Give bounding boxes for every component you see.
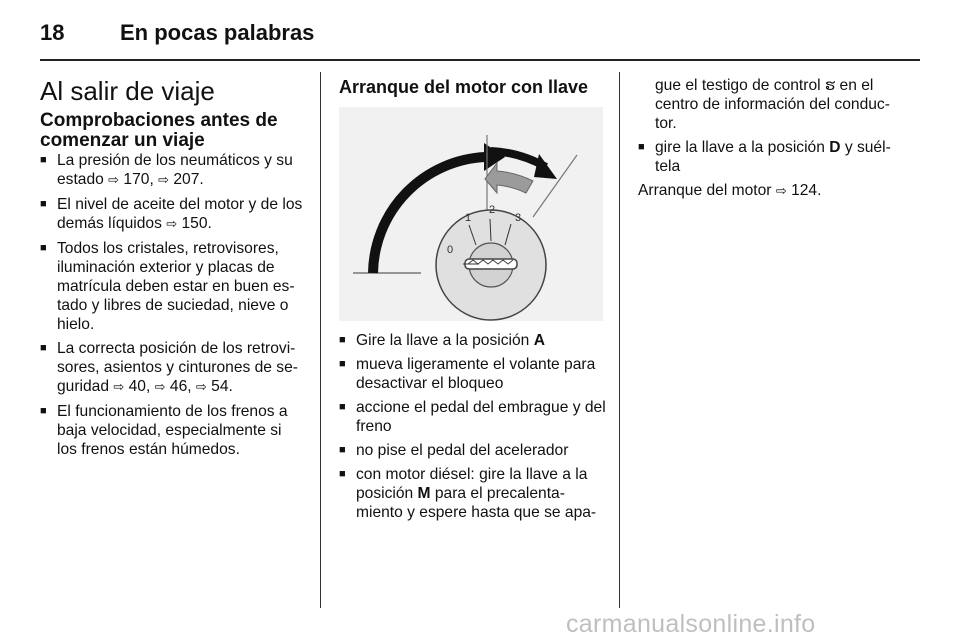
page-ref[interactable]: 150 xyxy=(181,215,208,232)
page-ref[interactable]: 40 xyxy=(128,378,146,395)
page-ref[interactable]: 170 xyxy=(123,171,150,188)
ignition-figure xyxy=(339,107,603,321)
reference-line xyxy=(638,181,900,201)
check-text: El nivel de aceite del motor y de los demás líquidos xyxy=(57,196,303,232)
page-ref-arrow-icon: ⇨ xyxy=(113,380,125,395)
final-steps-list xyxy=(638,138,900,176)
steps-list xyxy=(339,331,607,522)
check-text: La presión de los neumáticos y su estado xyxy=(57,152,293,188)
step-position: A xyxy=(533,332,545,349)
page-ref-arrow-icon: ⇨ xyxy=(195,380,207,395)
list-item: ■ La correcta posición de los retrovi- sores, asientos y cinturones de se- guridad ⇨ 40, ⇨ 46, ⇨ 54. xyxy=(40,339,305,397)
page-ref-arrow-icon: ⇨ xyxy=(154,380,166,395)
list-item xyxy=(638,138,900,176)
list-item: ■ El nivel de aceite del motor y de los demás líquidos ⇨ 150. xyxy=(40,195,305,234)
reference-text: Arranque del motor xyxy=(638,182,776,199)
step-text-post: para el precalenta- miento y espere hasta que se apa- xyxy=(356,485,597,521)
checks-list xyxy=(40,151,305,459)
step-text: con motor diésel: gire la llave a la posición xyxy=(356,466,588,502)
position-label: 0 xyxy=(447,244,454,256)
step-text: accione el pedal del embrague y del freno xyxy=(356,399,606,435)
start-title: Arranque del motor con llave xyxy=(339,77,589,97)
list-item xyxy=(339,465,607,522)
start-arc-arrowhead xyxy=(534,154,557,179)
reference-page[interactable]: 124 xyxy=(791,182,818,199)
list-item xyxy=(339,398,607,436)
list-item xyxy=(339,441,607,460)
glow-plug-icon: ຮ xyxy=(824,76,836,94)
reference-suffix: . xyxy=(817,182,822,199)
page-ref-arrow-icon: ⇨ xyxy=(108,173,120,188)
step-text: mueva ligeramente el volante para desactivar el bloqueo xyxy=(356,356,596,392)
check-text: Todos los cristales, retrovisores, iluminación exterior y placas de matrícula deben estar en buen es- tado y libres de suciedad, nieve o hielo. xyxy=(57,240,295,333)
column-divider-2 xyxy=(619,72,620,608)
ignition-illustration xyxy=(339,107,603,321)
column-1 xyxy=(40,76,305,464)
step-position: D xyxy=(829,139,841,156)
step-position: M xyxy=(417,485,431,502)
header-rule xyxy=(40,59,920,61)
page-ref-arrow-icon: ⇨ xyxy=(158,173,170,188)
section-subtitle: Comprobaciones antes de comenzar un viaje xyxy=(40,110,278,151)
page-header xyxy=(40,20,920,54)
list-item xyxy=(339,355,607,393)
step-text: Gire la llave a la posición xyxy=(356,332,534,349)
check-text: El funcionamiento de los frenos a baja velocidad, especialmente si los frenos están húmedos. xyxy=(57,403,288,458)
column-divider-1 xyxy=(320,72,321,608)
continuation-text xyxy=(638,76,900,133)
list-item xyxy=(339,331,607,350)
return-arrow xyxy=(485,163,533,193)
column-3 xyxy=(638,76,900,201)
page-ref-arrow-icon: ⇨ xyxy=(166,217,178,232)
step-text: no pise el pedal del acelerador xyxy=(356,442,569,459)
page-ref[interactable]: 46 xyxy=(169,378,188,395)
continuation-pre: gue el testigo de control xyxy=(655,77,825,94)
running-title: En pocas palabras xyxy=(120,20,315,45)
list-item: ■ La presión de los neumáticos y su estado ⇨ 170, ⇨ 207. xyxy=(40,151,305,190)
position-label: 3 xyxy=(515,212,522,224)
page-ref[interactable]: 54 xyxy=(211,378,229,395)
position-label: 2 xyxy=(489,204,496,216)
position-label: 1 xyxy=(465,212,472,224)
page-ref[interactable]: 207 xyxy=(173,171,200,188)
section-title: Al salir de viaje xyxy=(40,76,215,106)
page-ref-arrow-icon: ⇨ xyxy=(775,184,787,199)
step-text: gire la llave a la posición xyxy=(655,139,830,156)
column-2 xyxy=(339,76,607,527)
page-number: 18 xyxy=(40,20,65,45)
list-item xyxy=(40,402,305,459)
check-text: La correcta posición de los retrovi- sores, asientos y cinturones de se- guridad xyxy=(57,340,298,395)
continuation-post: en el centro de información del conduc- tor. xyxy=(655,77,890,132)
watermark: carmanualsonline.info xyxy=(566,610,816,638)
list-item xyxy=(40,239,305,334)
step-text-post: y suél- tela xyxy=(655,139,891,175)
